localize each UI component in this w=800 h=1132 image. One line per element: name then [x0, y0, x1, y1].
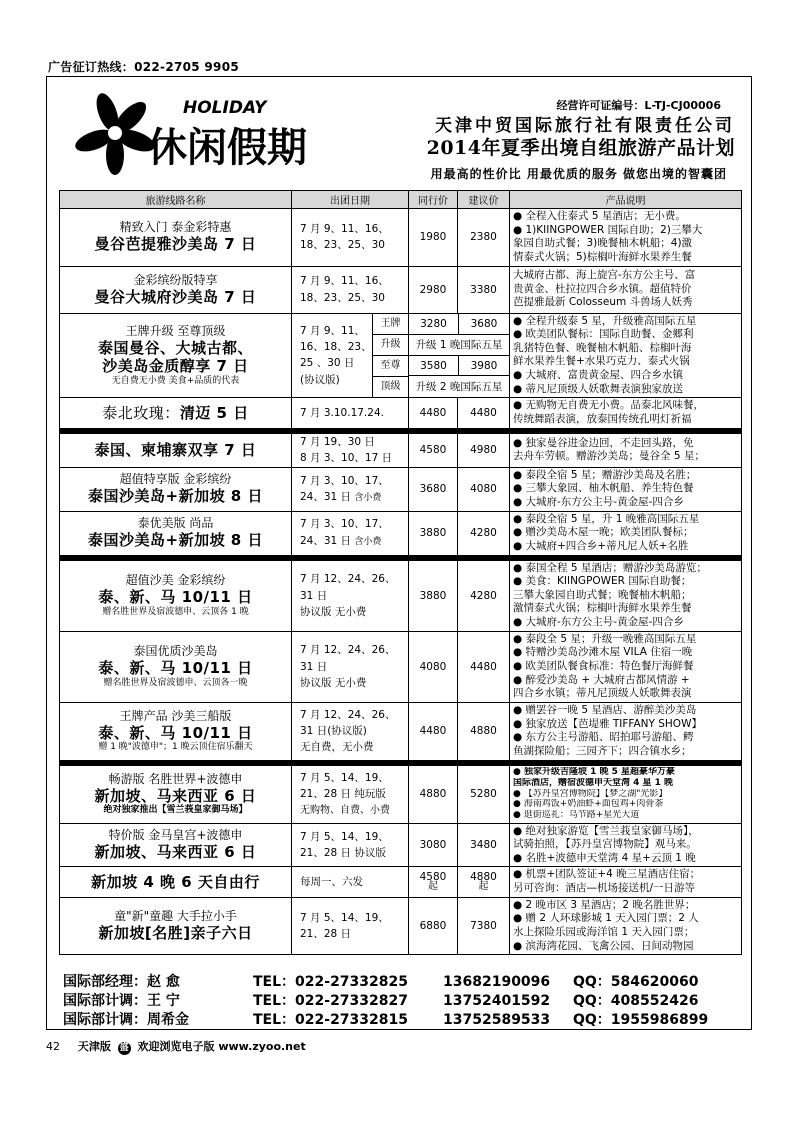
- desc-line: 三攀大象园自助式餐；晚餐柚木帆船；: [513, 588, 692, 601]
- desc-line: ● 全程升级泰 5 星，升级雅高国际五星: [513, 314, 697, 327]
- price-from: 起: [478, 881, 489, 893]
- suggest-price: 3980: [459, 355, 510, 375]
- route-subtitle: 王牌产品 沙美三船版: [119, 708, 232, 723]
- company-name: 天津中贸国际旅行社有限责任公司: [435, 116, 735, 136]
- desc-line: ● 独家升级吉隆坡 1 晚 5 星超豪华万豪: [513, 767, 676, 777]
- desc-line: ● 东方公主号游船、昭拍耶号游船、鳄: [513, 731, 694, 744]
- route-title: 新加坡[名胜]亲子六日: [98, 924, 253, 943]
- route-subtitle: 特价版 金马皇宫+波德申: [108, 828, 243, 843]
- peer-price: 3880: [409, 511, 458, 555]
- route-prefix: 泰北玫瑰：: [102, 403, 180, 422]
- desc-line: ● 滨海湾花园、飞禽公园、日间动物园: [513, 939, 694, 952]
- suggest-price: 4480: [458, 398, 510, 428]
- dates-line: 24、31 日: [300, 490, 352, 503]
- desc-line: 芭提雅最新 Colosseum 斗兽场人妖秀: [513, 296, 693, 309]
- route-title: 泰国曼谷、大城古都、: [97, 338, 253, 357]
- dates-line: 7 月 12、24、26、: [300, 573, 396, 586]
- contact-mobile: 13752589533: [443, 1012, 551, 1028]
- peer-price: 3680: [409, 467, 458, 511]
- desc-line: ● 赠罢谷一晚 5 星酒店、游醉美沙美岛: [513, 703, 697, 716]
- contacts: [63, 973, 708, 1030]
- desc-line: 水上探险乐园或海洋馆 1 天入园门票；: [513, 925, 695, 938]
- route-title: 泰国、柬埔寨双享 7 日: [94, 440, 257, 459]
- desc-line: ● 泰国全程 5 星酒店；赠游沙美岛游览；: [513, 561, 707, 574]
- dates-line: 31 日: [300, 660, 328, 673]
- desc-line: 激情泰式火锅；棕榈叶海鲜水果养生餐: [513, 602, 692, 615]
- header-suggest-price: 建议价: [458, 191, 510, 209]
- desc-line: ● 大城府+四合乡+蒂凡尼人妖+名胜: [513, 539, 689, 552]
- desc-line: ● 机票+团队签证+4 晚三星酒店住宿；: [513, 868, 701, 881]
- route-subtitle: 畅游版 名胜世界+波德申: [108, 771, 243, 786]
- dates-line: 无自费，无小费: [300, 741, 374, 754]
- contact-row: [63, 1011, 708, 1030]
- dates-line: 7 月 3、10、17、: [300, 474, 389, 487]
- desc-line: ● 大城府、富贵黄金屋、四合乡水镇: [513, 369, 683, 382]
- desc-line: 另可咨询：酒店—机场接送机/一日游等: [513, 882, 696, 895]
- desc-line: ● 无购物无自费无小费。品泰北风味餐，: [513, 399, 704, 412]
- desc-line: 象园自助式餐；3)晚餐柚木帆船；4)激: [513, 237, 693, 250]
- page-footer: [46, 1038, 306, 1055]
- desc-line: ● 绝对独家游览【雪兰莪皇家御马场】，: [513, 824, 699, 837]
- tier-label: 顶级: [380, 380, 401, 392]
- fee-tag: 含小费: [354, 536, 382, 547]
- desc-line: 传统舞蹈表演，放泰国传统孔明灯祈福: [513, 413, 692, 426]
- svg-text:HOLIDAY: HOLIDAY: [183, 98, 267, 118]
- desc-line: 情泰式火锅；5)棕榈叶海鲜水果养生餐: [513, 250, 692, 263]
- table-header: [60, 191, 742, 209]
- desc-line: 去舟车劳顿。赠游沙美岛；曼谷全 5 星；: [513, 450, 705, 463]
- contact-row: [63, 992, 708, 1011]
- table-row: [60, 209, 742, 267]
- route-subtitle: 泰优美版 尚品: [137, 516, 214, 531]
- table-row: [60, 702, 742, 760]
- holiday-logo: [63, 91, 363, 175]
- route-note: 赠名胜世界及宿波德申、云顶各一晚: [103, 678, 248, 689]
- route-subtitle: 精致入门 泰金彩特惠: [119, 220, 232, 235]
- fee-tag: 含小费: [354, 492, 382, 503]
- suggest-price: 2380: [458, 209, 510, 267]
- header-route: 旅游线路名称: [60, 191, 292, 209]
- header-peer-price: 同行价: [409, 191, 458, 209]
- suggest-price: 3680: [459, 314, 510, 334]
- table-row: [60, 266, 742, 313]
- contact-qq: QQ：1955986899: [573, 1012, 709, 1028]
- dates-line: 7 月 5、14、19、: [300, 830, 389, 843]
- route-title: 曼谷大城府沙美岛 7 日: [94, 287, 257, 306]
- desc-line: ● 大城府-东方公主号-黄金屋-四合乡: [513, 495, 684, 508]
- tier-label: 王牌: [373, 314, 408, 335]
- contact-tel: TEL：022-27332825: [253, 974, 408, 990]
- dates-line: 7 月 9、11、: [300, 324, 365, 337]
- dates-line: 7 月 3.10.17.24.: [292, 398, 409, 428]
- route-title: 泰国沙美岛+新加坡 8 日: [88, 531, 263, 550]
- dates-line: 7 月 9、11、16、: [300, 275, 389, 288]
- desc-line: 试骑拍照，【苏丹皇宫博物院】观马来。: [513, 838, 697, 851]
- desc-line: ● 大城府-东方公主号-黄金屋-四合乡: [513, 616, 684, 629]
- contact-tel: TEL：022-27332827: [253, 993, 408, 1009]
- desc-line: ● 独家放送【芭堤雅 TIFFANY SHOW】: [513, 717, 702, 730]
- desc-line: 鲜水果养生餐+水果巧克力、泰式火锅: [513, 355, 690, 368]
- slogan: 用最高的性价比 用最优质的服务 做您出境的智囊团: [430, 167, 727, 181]
- contact-role: 国际部计调：王 宁: [63, 993, 180, 1009]
- edition-label: 天津版: [77, 1040, 111, 1053]
- brand-badge-icon: 盛: [119, 1043, 129, 1053]
- dates-line: 7 月 5、14、19、: [300, 771, 389, 784]
- peer-price: 3280: [409, 314, 459, 334]
- dates-line: 24、31 日: [300, 534, 352, 547]
- tier-label: 升级: [373, 335, 408, 356]
- suggest-price: 4280: [458, 560, 510, 631]
- table-row: [60, 433, 742, 467]
- desc-line: ● 2 晚市区 3 星酒店；2 晚名胜世界；: [513, 898, 696, 911]
- peer-price: 3080: [409, 823, 458, 867]
- contact-role: 国际部计调：周希金: [63, 1012, 189, 1028]
- table-row: [60, 631, 742, 702]
- route-subtitle: 超值沙美 金彩缤纷: [125, 573, 226, 588]
- desc-line: 鱼湖探险船；三园齐下；四合镇水乡；: [513, 744, 692, 757]
- peer-price: 4580: [419, 870, 447, 883]
- route-subtitle: 金彩缤纷版特享: [133, 272, 218, 287]
- route-subtitle: 王牌升级 至尊顶级: [125, 323, 226, 338]
- desc-line: 国际酒店，赠宿波德申天堂湾 4 星 1 晚: [513, 777, 674, 788]
- route-title: 新加坡 4 晚 6 天自由行: [91, 872, 260, 891]
- route-subtitle: 童"新"童趣 大手拉小手: [114, 909, 237, 924]
- dates-line: 21、28 日 纯玩版: [300, 788, 386, 801]
- desc-line: 四合乡水镇；蒂凡尼顶级人妖歌舞表演: [513, 687, 692, 700]
- flower-logo-icon: [72, 91, 157, 175]
- desc-line: ● 全程入住泰式 5 星酒店；无小费。: [513, 210, 686, 222]
- route-title: 新加坡、马来西亚 6 日: [94, 786, 257, 805]
- suggest-price: 4880: [458, 702, 510, 760]
- peer-price: 4480: [409, 398, 458, 428]
- suggest-price: 3380: [458, 266, 510, 313]
- ad-hotline: 广告征订热线：022-2705 9905: [48, 60, 240, 74]
- route-title: 曼谷芭提雅沙美岛 7 日: [94, 235, 257, 254]
- suggest-price: 4880: [470, 870, 497, 883]
- route-title: 泰、新、马 10/11 日: [98, 659, 253, 678]
- dates-line: 21、28 日 协议版: [300, 846, 386, 859]
- table-row: [60, 765, 742, 823]
- desc-line: 大城府古都、海上旋宫-东方公主号、富: [513, 269, 696, 282]
- dates-line: 无购物、自费、小费: [300, 804, 390, 816]
- route-title: 泰、新、马 10/11 日: [98, 588, 253, 607]
- tour-table: [59, 190, 742, 955]
- suggest-price: 4080: [458, 467, 510, 511]
- desc-line: 贵黄金、杜拉拉四合乡水镇。超值特价: [513, 282, 692, 295]
- contact-mobile: 13682190096: [443, 974, 551, 990]
- peer-price: 2980: [409, 266, 458, 313]
- desc-line: ● 【苏丹皇宫博物院】【梦之湖"光影】: [513, 788, 668, 799]
- dates-line: 31 日(协议版): [300, 725, 367, 738]
- ad-frame: [46, 76, 752, 1030]
- dates-line: 31 日: [300, 589, 328, 602]
- upgrade-note: 升级 2 晚国际五星: [415, 381, 503, 394]
- dates-line: 18、23、25、30: [300, 291, 385, 304]
- tier-label: 至尊: [373, 356, 408, 377]
- desc-line: 乳猪特色餐、晚餐柚木帆船、棕榈叶海: [513, 341, 692, 354]
- footer-url-text[interactable]: 欢迎浏览电子版 www.zyoo.net: [137, 1040, 306, 1053]
- peer-price: 6880: [409, 897, 458, 955]
- suggest-price: 3480: [458, 823, 510, 867]
- desc-line: ● 欧美团队餐标：国际自助餐、金郷利: [513, 328, 694, 341]
- desc-line: ● 赠沙美岛木屋一晚；欧美团队餐标；: [513, 526, 694, 539]
- svg-text:休闲假期: 休闲假期: [147, 124, 307, 171]
- route-note: 绝对独家推出【雪兰莪皇家御马场】: [103, 805, 248, 816]
- suggest-price: 4480: [458, 631, 510, 702]
- route-title-line2: 沙美岛金质醇享 7 日: [102, 357, 249, 376]
- table-row: [60, 313, 742, 398]
- route-note: 赠名胜世界及宿波德申、云顶各 1 晚: [102, 606, 249, 617]
- desc-line: ● 蒂凡尼顶级人妖歌舞表演独家放送: [513, 382, 683, 395]
- table-row: [60, 897, 742, 955]
- dates-line: 协议版 无小费: [300, 676, 367, 689]
- dates-line: 7 月 19、30 日: [300, 435, 375, 448]
- route-note: 无自费无小费 美食+品质的代表: [111, 376, 240, 387]
- table-row: [60, 560, 742, 631]
- price-from: 起: [428, 881, 438, 893]
- route-subtitle: 泰国优质沙美岛: [133, 644, 218, 659]
- dates-line: 16、18、23、: [300, 341, 372, 354]
- dates-line: 每周一、六发: [292, 867, 409, 897]
- peer-price: 1980: [409, 209, 458, 267]
- peer-price: 4080: [409, 631, 458, 702]
- suggest-price: 4280: [458, 511, 510, 555]
- upgrade-note: 升级 1 晚国际五星: [409, 334, 509, 355]
- dates-line: 7 月 5、14、19、: [300, 911, 389, 924]
- peer-price: 4480: [409, 702, 458, 760]
- desc-line: ● 美食：KIINGPOWER 国际自助餐；: [513, 575, 692, 588]
- dates-line: 8 月 3、10、17 日: [300, 452, 393, 465]
- contact-mobile: 13752401592: [443, 993, 551, 1009]
- header-description: 产品说明: [510, 191, 742, 209]
- peer-price: 4880: [409, 765, 458, 823]
- desc-line: ● 名胜+波德申天堂湾 4 星+云顶 1 晚: [513, 851, 696, 864]
- desc-line: ● 逛街巡礼：乌节路+星光大道: [513, 810, 640, 821]
- route-title: 泰国沙美岛+新加坡 8 日: [88, 487, 263, 506]
- peer-price: 4580: [409, 433, 458, 467]
- contact-tel: TEL：022-27332815: [253, 1012, 408, 1028]
- route-note: 赠 1 晚"波德申"；1 晚云顶住宿乐翻天: [98, 742, 253, 753]
- suggest-price: 5280: [458, 765, 510, 823]
- dates-line: 7 月 9、11、16、: [300, 223, 389, 236]
- desc-line: ● 三攀大象园、柚木帆船、养生特色餐: [513, 482, 694, 495]
- desc-line: ● 海南鸡饭+奶油虾+面包鸡+肉骨茶: [513, 799, 664, 810]
- desc-line: ● 欧美团队餐食标准：特色餐厅海鲜餐: [513, 660, 694, 673]
- contact-row: [63, 973, 708, 992]
- peer-price: 3580: [409, 355, 459, 375]
- dates-line: 7 月 12、24、26、: [300, 708, 396, 721]
- dates-line: 18、23、25、30: [300, 239, 385, 252]
- header-date: 出团日期: [292, 191, 409, 209]
- suggest-price: 4980: [458, 433, 510, 467]
- peer-price: 3880: [409, 560, 458, 631]
- dates-line: 21、28 日: [300, 927, 352, 940]
- desc-line: ● 独家曼谷进金边回，不走回头路，免: [513, 436, 694, 449]
- dates-line: 25 、30 日: [300, 357, 355, 370]
- table-row: [60, 867, 742, 897]
- table-row: [60, 467, 742, 511]
- contact-qq: QQ：584620060: [573, 974, 699, 990]
- desc-line: ● 特赠沙美岛沙滩木屋 VILA 住宿一晚: [513, 646, 693, 659]
- desc-line: ● 1)KIINGPOWER 国际自助；2)三攀大: [513, 223, 703, 236]
- dates-line: 协议版 无小费: [300, 605, 367, 618]
- route-title: 泰、新、马 10/11 日: [98, 723, 253, 742]
- table-row: [60, 398, 742, 428]
- dates-line: 7 月 3、10、17、: [300, 518, 389, 531]
- desc-line: ● 赠 2 人环球影城 1 天入园门票；2 人: [513, 912, 699, 925]
- table-row: [60, 823, 742, 867]
- route-title: 新加坡、马来西亚 6 日: [94, 843, 257, 862]
- desc-line: ● 醉爱沙美岛 + 大城府古都风情游 +: [513, 673, 690, 686]
- route-title: 清迈 5 日: [179, 403, 249, 422]
- desc-line: ● 泰段全宿 5 星，升 1 晚雅高国际五星: [513, 512, 700, 525]
- suggest-price: 7380: [458, 897, 510, 955]
- contact-qq: QQ：408552426: [573, 993, 699, 1009]
- license-number: 经营许可证编号：L-TJ-CJ00006: [556, 99, 721, 112]
- page-number: 42: [46, 1040, 60, 1053]
- desc-line: ● 泰段全 5 星；升级一晚雅高国际五星: [513, 632, 697, 645]
- plan-title: 2014年夏季出境自组旅游产品计划: [426, 137, 735, 159]
- contact-role: 国际部经理：赵 愈: [63, 974, 180, 990]
- route-subtitle: 超值特享版 金彩缤纷: [119, 472, 232, 487]
- dates-line: 7 月 12、24、26、: [300, 644, 396, 657]
- desc-line: ● 泰段全宿 5 星；赠游沙美岛及名胜；: [513, 468, 697, 481]
- dates-line: (协议版): [300, 373, 340, 386]
- table-row: [60, 511, 742, 555]
